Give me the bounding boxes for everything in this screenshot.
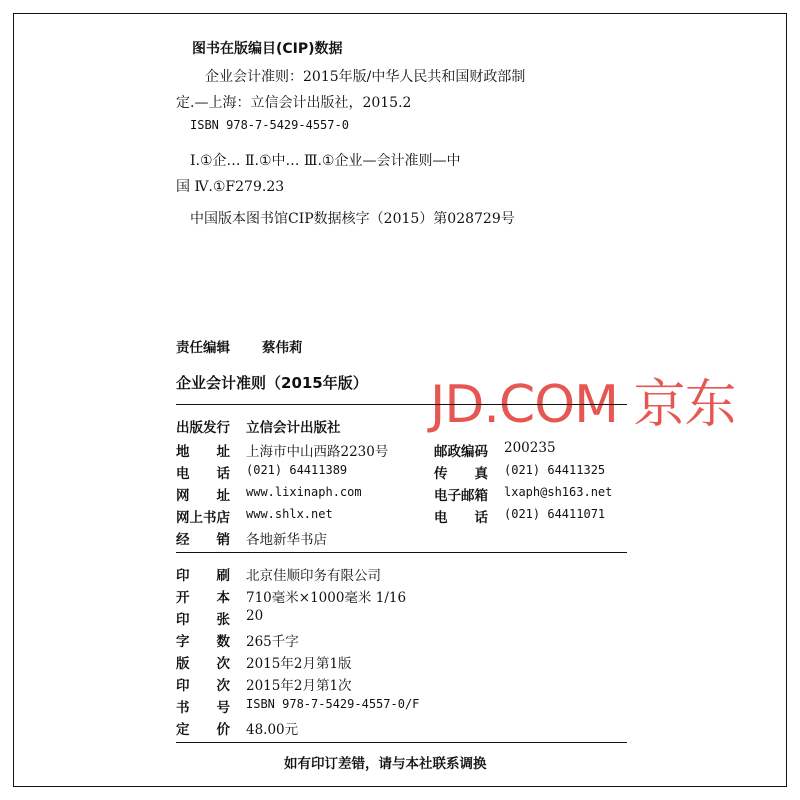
cip-class-line-2: 国 Ⅳ.①F279.23 <box>176 179 285 195</box>
printer-label: 印 刷 <box>176 568 230 584</box>
cip-isbn: ISBN 978-7-5429-4557-0 <box>190 118 349 132</box>
email-label: 电子邮箱 <box>434 488 488 504</box>
phone-value: (021) 64411389 <box>246 463 348 477</box>
postcode-label: 邮政编码 <box>434 444 488 460</box>
edition-label: 版 次 <box>176 656 230 672</box>
divider-bottom <box>176 742 627 743</box>
shop-value: www.shlx.net <box>246 507 333 521</box>
sheets-value: 20 <box>246 608 264 624</box>
printer-value: 北京佳顺印务有限公司 <box>246 568 381 584</box>
isbn-value: ISBN 978-7-5429-4557-0/F <box>246 697 420 711</box>
impression-value: 2015年2月第1次 <box>246 678 352 694</box>
price-label: 定 价 <box>176 722 230 738</box>
divider-middle <box>176 552 627 553</box>
shop-label: 网上书店 <box>176 510 230 526</box>
distributor-value: 各地新华书店 <box>246 532 327 548</box>
price-value: 48.00元 <box>246 722 299 738</box>
publish-value: 立信会计出版社 <box>246 420 341 436</box>
address-label: 地 址 <box>176 444 230 460</box>
isbn-label: 书 号 <box>176 700 230 716</box>
editor-label: 责任编辑 <box>176 340 230 356</box>
cip-record-number: 中国版本图书馆CIP数据核字（2015）第028729号 <box>190 211 515 227</box>
cip-line-2: 定.—上海：立信会计出版社，2015.2 <box>176 95 412 111</box>
jd-watermark: JD.COM 京东 <box>430 375 736 435</box>
fax-label: 传 真 <box>434 466 488 482</box>
phone2-value: (021) 64411071 <box>504 507 606 521</box>
divider-top <box>176 404 627 405</box>
words-label: 字 数 <box>176 634 230 650</box>
web-value: www.lixinaph.com <box>246 485 362 499</box>
sheets-label: 印 张 <box>176 612 230 628</box>
distributor-label: 经 销 <box>176 532 230 548</box>
format-value: 710毫米×1000毫米 1/16 <box>246 590 407 606</box>
fax-value: (021) 64411325 <box>504 463 606 477</box>
footer-note: 如有印订差错，请与本社联系调换 <box>284 756 487 772</box>
publish-label: 出版发行 <box>176 420 230 436</box>
impression-label: 印 次 <box>176 678 230 694</box>
phone2-label: 电 话 <box>434 510 488 526</box>
web-label: 网 址 <box>176 488 230 504</box>
email-value: lxaph@sh163.net <box>504 485 613 499</box>
phone-label: 电 话 <box>176 466 230 482</box>
cip-line-1: 企业会计准则：2015年版/中华人民共和国财政部制 <box>205 69 526 85</box>
cip-title: 图书在版编目(CIP)数据 <box>192 41 343 57</box>
cip-class-line-1: Ⅰ.①企… Ⅱ.①中… Ⅲ.①企业—会计准则—中 <box>190 153 461 169</box>
postcode-value: 200235 <box>504 440 556 456</box>
editor-name: 蔡伟莉 <box>262 340 303 356</box>
format-label: 开 本 <box>176 590 230 606</box>
address-value: 上海市中山西路2230号 <box>246 444 389 460</box>
words-value: 265千字 <box>246 634 299 650</box>
book-title: 企业会计准则（2015年版） <box>176 374 368 392</box>
edition-value: 2015年2月第1版 <box>246 656 352 672</box>
